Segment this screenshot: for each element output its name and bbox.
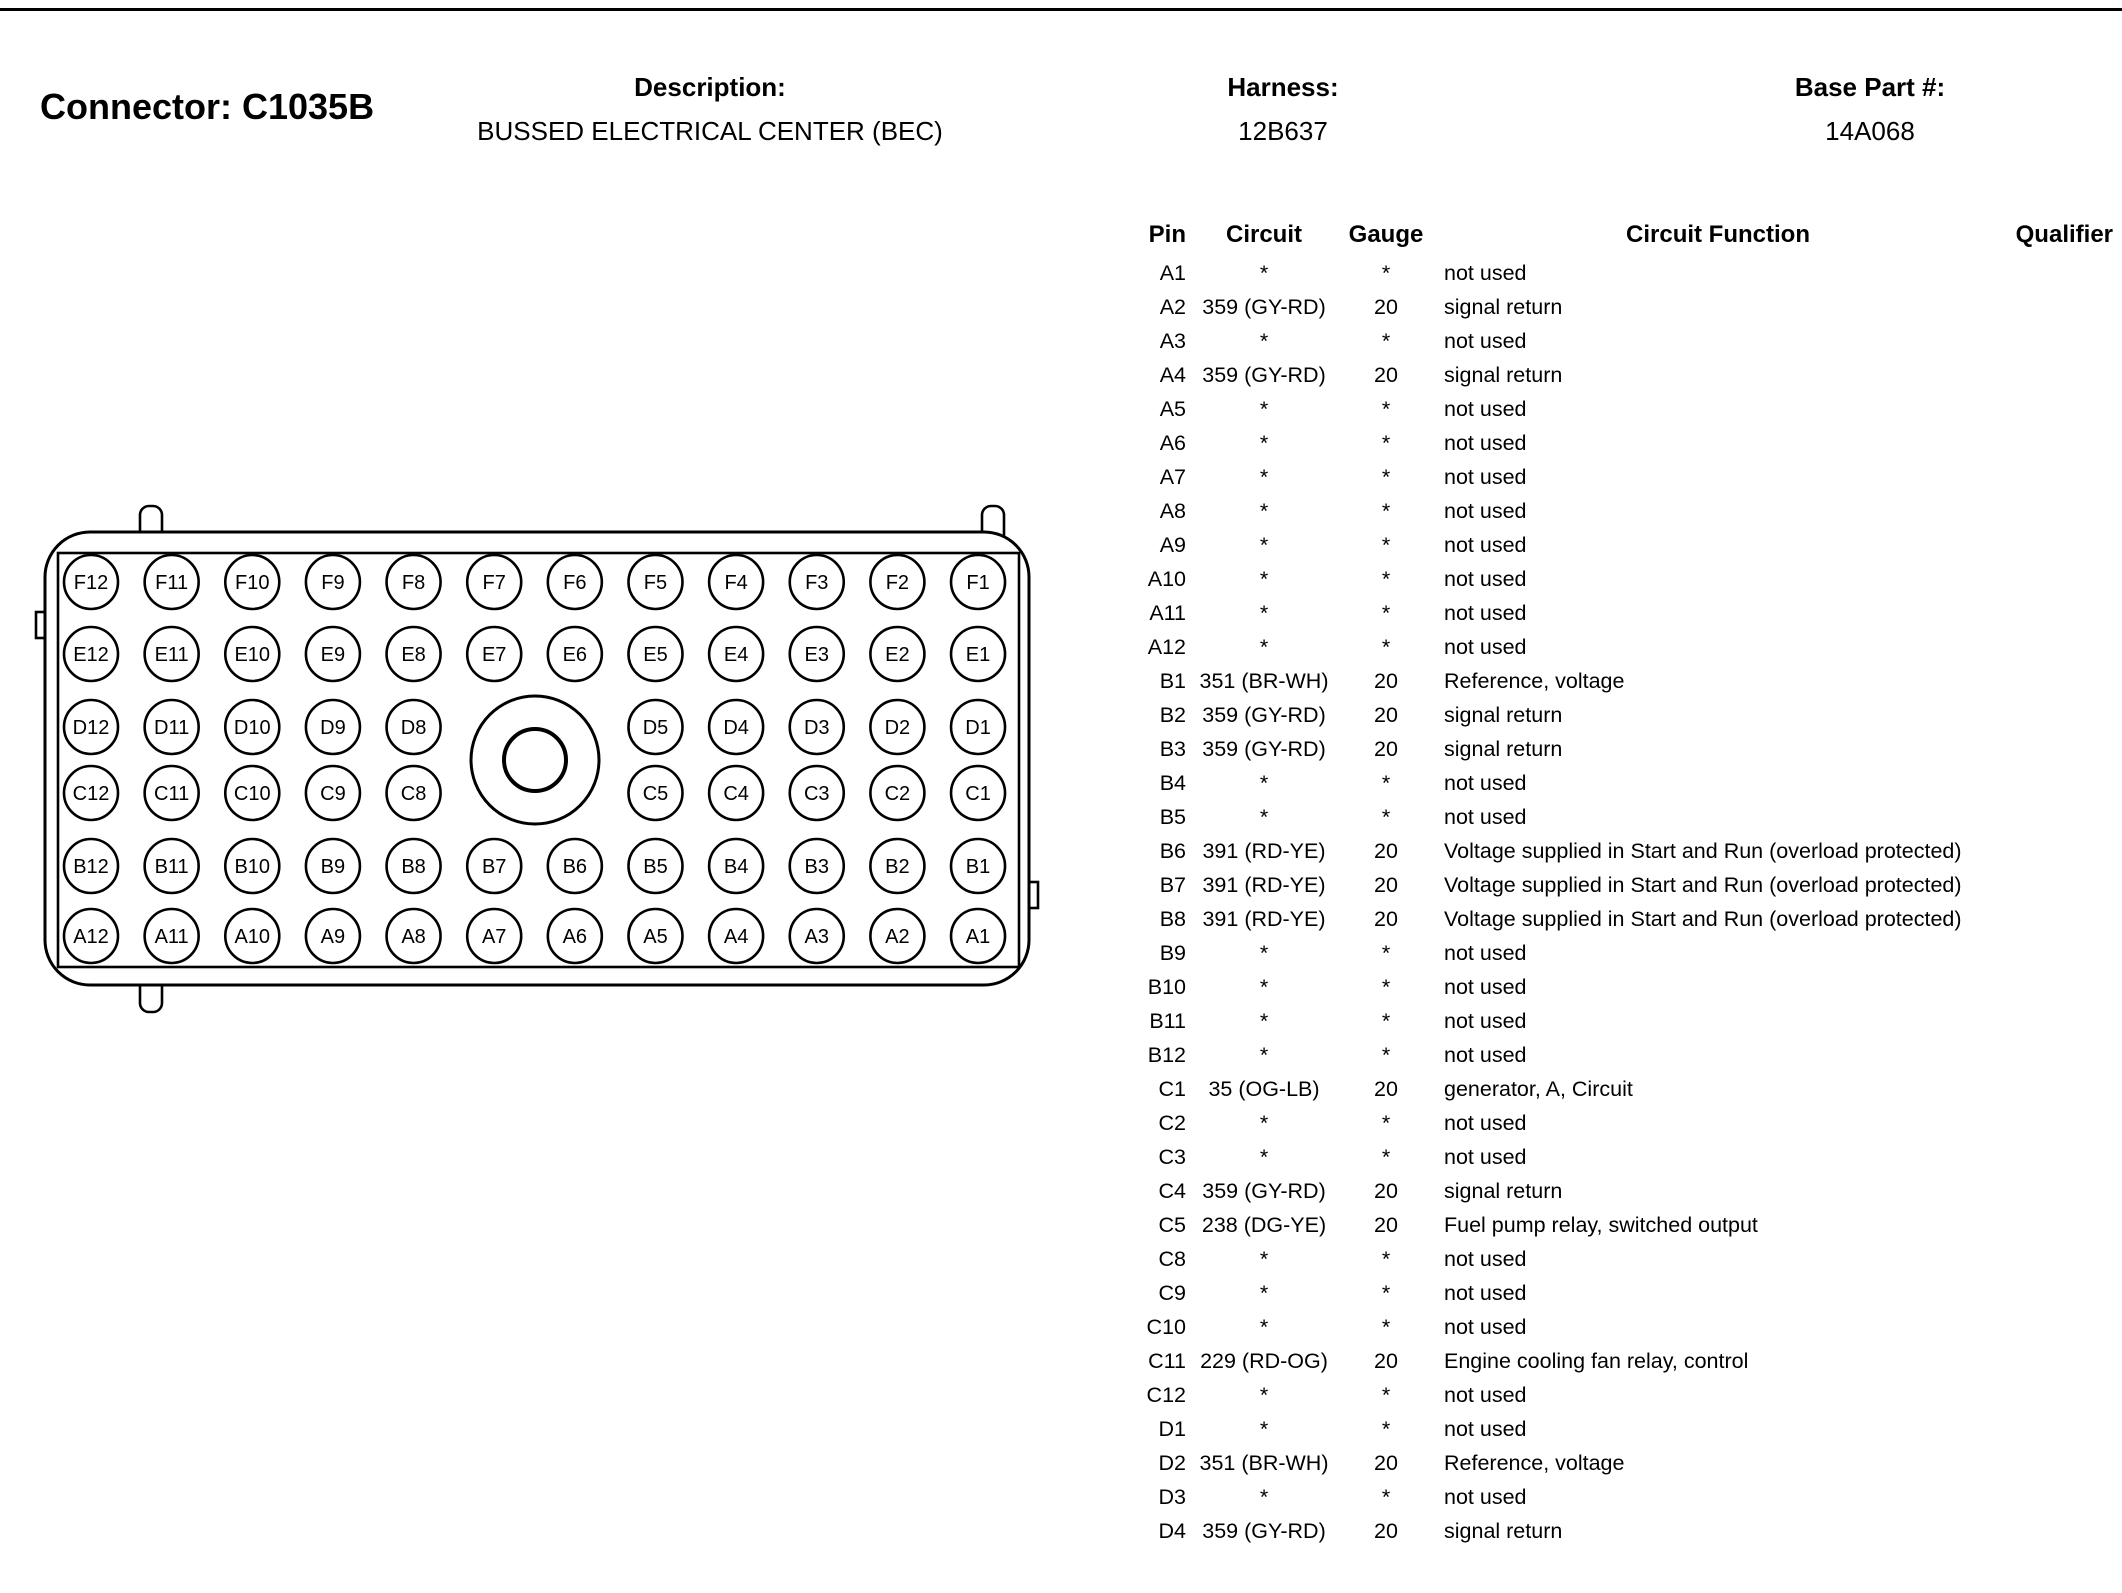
function-cell: not used <box>1444 770 1527 795</box>
pin-label-F9: F9 <box>321 572 345 594</box>
description-value: BUSSED ELECTRICAL CENTER (BEC) <box>477 116 943 146</box>
function-cell: not used <box>1444 1008 1527 1033</box>
connector-diagram <box>30 500 1090 1020</box>
pin-label-A12: A12 <box>73 926 109 948</box>
gauge-cell: 20 <box>1374 362 1398 387</box>
circuit-cell: * <box>1259 396 1269 421</box>
circuit-cell: * <box>1259 1416 1269 1441</box>
pin-cell: B5 <box>1159 804 1186 829</box>
gauge-cell: 20 <box>1374 1518 1398 1543</box>
pin-cell: A6 <box>1159 430 1186 455</box>
gauge-cell: * <box>1381 1314 1391 1339</box>
function-cell: not used <box>1444 1280 1527 1305</box>
gauge-cell: 20 <box>1374 294 1398 319</box>
circuit-cell: 359 (GY-RD) <box>1202 702 1326 727</box>
circuit-cell: 391 (RD-YE) <box>1202 906 1326 931</box>
gauge-cell: * <box>1381 974 1391 999</box>
function-cell: not used <box>1444 260 1527 285</box>
pin-cell: A7 <box>1159 464 1186 489</box>
pin-cell: A2 <box>1159 294 1186 319</box>
pin-label-A6: A6 <box>562 926 588 948</box>
pin-cell: B9 <box>1159 940 1186 965</box>
circuit-cell: * <box>1259 770 1269 795</box>
pin-label-B11: B11 <box>154 856 189 878</box>
circuit-cell: 229 (RD-OG) <box>1200 1348 1328 1373</box>
table-row <box>1146 1310 2113 1344</box>
pin-label-C3: C3 <box>803 783 830 805</box>
gauge-cell: 20 <box>1374 838 1398 863</box>
gauge-cell: 20 <box>1374 736 1398 761</box>
gauge-cell: * <box>1381 600 1391 625</box>
function-cell: not used <box>1444 328 1527 353</box>
function-cell: not used <box>1444 396 1527 421</box>
table-row <box>1146 1072 2113 1106</box>
pin-label-E2: E2 <box>885 644 910 666</box>
pin-cell: A12 <box>1147 634 1186 659</box>
function-cell: Engine cooling fan relay, control <box>1444 1348 1749 1373</box>
circuit-cell: 238 (DG-YE) <box>1201 1212 1327 1237</box>
pin-label-D12: D12 <box>72 717 110 739</box>
gauge-cell: 20 <box>1374 872 1398 897</box>
circuit-cell: * <box>1259 600 1269 625</box>
circuit-cell: * <box>1259 634 1269 659</box>
gauge-cell: * <box>1381 1416 1391 1441</box>
circuit-cell: * <box>1259 1042 1269 1067</box>
pin-label-D10: D10 <box>233 717 271 739</box>
circuit-cell: 391 (RD-YE) <box>1202 872 1326 897</box>
function-cell: not used <box>1444 974 1527 999</box>
function-cell: not used <box>1444 1144 1527 1169</box>
gauge-cell: * <box>1381 498 1391 523</box>
function-cell: signal return <box>1444 1518 1563 1543</box>
pin-label-B5: B5 <box>643 856 668 878</box>
function-cell: not used <box>1444 1246 1527 1271</box>
circuit-cell: 359 (GY-RD) <box>1202 736 1326 761</box>
table-row <box>1146 324 2113 358</box>
pin-table-header <box>1146 214 2113 256</box>
circuit-cell: * <box>1259 566 1269 591</box>
pin-label-E7: E7 <box>481 644 507 666</box>
pin-cell: C5 <box>1158 1212 1186 1237</box>
pin-label-C8: C8 <box>400 783 427 805</box>
pin-label-C12: C12 <box>72 783 110 805</box>
pin-label-C1: C1 <box>965 783 991 805</box>
table-row <box>1146 1480 2113 1514</box>
pin-label-A7: A7 <box>481 926 507 948</box>
circuit-cell: * <box>1259 1484 1269 1509</box>
pin-label-F10: F10 <box>235 572 270 594</box>
table-row <box>1146 1106 2113 1140</box>
circuit-cell: 351 (BR-WH) <box>1199 668 1329 693</box>
pin-label-F7: F7 <box>482 572 506 594</box>
table-row <box>1146 766 2113 800</box>
pin-label-D2: D2 <box>884 717 911 739</box>
circuit-cell: * <box>1259 1110 1269 1135</box>
function-cell: not used <box>1444 1110 1527 1135</box>
function-cell: Voltage supplied in Start and Run (overload protected) <box>1444 838 1962 863</box>
pin-cell: A8 <box>1159 498 1186 523</box>
gauge-cell: * <box>1381 430 1391 455</box>
pin-label-B1: B1 <box>965 856 991 878</box>
circuit-cell: * <box>1259 430 1269 455</box>
table-row <box>1146 1446 2113 1480</box>
table-row <box>1146 1514 2113 1548</box>
table-row <box>1146 1004 2113 1038</box>
gauge-cell: * <box>1381 396 1391 421</box>
table-row <box>1146 1174 2113 1208</box>
pin-label-F8: F8 <box>401 572 426 594</box>
function-cell: signal return <box>1444 1178 1563 1203</box>
pin-label-E4: E4 <box>723 644 749 666</box>
col-header-qualifier: Qualifier <box>2015 221 2113 248</box>
circuit-cell: * <box>1259 328 1269 353</box>
circuit-cell: * <box>1259 974 1269 999</box>
function-cell: not used <box>1444 430 1527 455</box>
gauge-cell: * <box>1381 1280 1391 1305</box>
description-block <box>430 72 990 147</box>
pin-label-B9: B9 <box>320 856 346 878</box>
gauge-cell: 20 <box>1374 702 1398 727</box>
pin-cell: C10 <box>1146 1314 1186 1339</box>
pin-cell: C12 <box>1146 1382 1186 1407</box>
circuit-cell: 351 (BR-WH) <box>1199 1450 1329 1475</box>
pin-label-A8: A8 <box>401 926 426 948</box>
pin-label-E5: E5 <box>643 644 668 666</box>
table-row <box>1146 630 2113 664</box>
gauge-cell: * <box>1381 940 1391 965</box>
function-cell: Voltage supplied in Start and Run (overload protected) <box>1444 872 1962 897</box>
pin-cell: B1 <box>1159 668 1186 693</box>
pin-label-A5: A5 <box>643 926 668 948</box>
pin-cell: C3 <box>1158 1144 1186 1169</box>
pin-label-F5: F5 <box>643 572 668 594</box>
gauge-cell: * <box>1381 770 1391 795</box>
pin-label-C2: C2 <box>884 783 911 805</box>
circuit-cell: * <box>1259 464 1269 489</box>
gauge-cell: * <box>1381 260 1391 285</box>
gauge-cell: 20 <box>1374 1348 1398 1373</box>
table-row <box>1146 596 2113 630</box>
pin-label-F3: F3 <box>805 572 829 594</box>
circuit-cell: * <box>1259 1382 1269 1407</box>
pin-cell: B11 <box>1149 1008 1186 1033</box>
pin-label-D5: D5 <box>642 717 669 739</box>
pin-cell: C2 <box>1158 1110 1186 1135</box>
pin-label-C4: C4 <box>723 783 749 805</box>
table-row <box>1146 460 2113 494</box>
pin-label-F2: F2 <box>885 572 910 594</box>
base-part-value: 14A068 <box>1825 116 1915 146</box>
harness-value: 12B637 <box>1238 116 1328 146</box>
pin-cell: B7 <box>1159 872 1186 897</box>
circuit-cell: * <box>1259 804 1269 829</box>
circuit-cell: * <box>1259 532 1269 557</box>
gauge-cell: * <box>1381 804 1391 829</box>
function-cell: not used <box>1444 532 1527 557</box>
function-cell: not used <box>1444 1314 1527 1339</box>
pin-cell: B12 <box>1147 1042 1186 1067</box>
gauge-cell: * <box>1381 1144 1391 1169</box>
table-row <box>1146 290 2113 324</box>
table-row <box>1146 936 2113 970</box>
table-row <box>1146 562 2113 596</box>
function-cell: signal return <box>1444 736 1563 761</box>
gauge-cell: * <box>1381 1110 1391 1135</box>
circuit-cell: * <box>1259 498 1269 523</box>
pin-label-D11: D11 <box>154 717 190 739</box>
table-row <box>1146 1378 2113 1412</box>
pin-label-E1: E1 <box>965 644 991 666</box>
table-row <box>1146 1344 2113 1378</box>
pin-label-B10: B10 <box>234 856 271 878</box>
pin-cell: C8 <box>1158 1246 1186 1271</box>
circuit-cell: 359 (GY-RD) <box>1202 1518 1326 1543</box>
gauge-cell: * <box>1381 328 1391 353</box>
pin-cell: B10 <box>1147 974 1186 999</box>
pin-label-E10: E10 <box>234 644 271 666</box>
pin-label-E6: E6 <box>562 644 588 666</box>
pin-label-B2: B2 <box>885 856 910 878</box>
table-row <box>1146 494 2113 528</box>
function-cell: not used <box>1444 1484 1527 1509</box>
gauge-cell: 20 <box>1374 1076 1398 1101</box>
pin-label-C5: C5 <box>642 783 669 805</box>
circuit-cell: * <box>1259 940 1269 965</box>
pin-cell: A9 <box>1159 532 1186 557</box>
table-row <box>1146 1038 2113 1072</box>
table-row <box>1146 1412 2113 1446</box>
table-row <box>1146 1276 2113 1310</box>
pin-cell: A3 <box>1159 328 1186 353</box>
table-row <box>1146 698 2113 732</box>
pin-label-A10: A10 <box>234 926 271 948</box>
function-cell: signal return <box>1444 294 1563 319</box>
pin-cell: C1 <box>1158 1076 1186 1101</box>
gauge-cell: 20 <box>1374 1178 1398 1203</box>
pin-cell: A11 <box>1149 600 1186 625</box>
pin-cell: D4 <box>1158 1518 1186 1543</box>
function-cell: not used <box>1444 566 1527 591</box>
gauge-cell: * <box>1381 1042 1391 1067</box>
table-row <box>1146 358 2113 392</box>
pin-label-F12: F12 <box>73 572 109 594</box>
pin-label-A9: A9 <box>320 926 346 948</box>
table-row <box>1146 732 2113 766</box>
pin-label-E9: E9 <box>320 644 346 666</box>
circuit-cell: 359 (GY-RD) <box>1202 294 1326 319</box>
col-header-pin: Pin <box>1148 221 1186 248</box>
function-cell: Reference, voltage <box>1444 1450 1625 1475</box>
harness-block <box>1118 72 1448 147</box>
connector-title: Connector: C1035B <box>40 86 375 127</box>
circuit-cell: * <box>1259 1246 1269 1271</box>
pin-cell: D2 <box>1158 1450 1186 1475</box>
harness-label: Harness: <box>1227 72 1339 102</box>
table-row <box>1146 392 2113 426</box>
gauge-cell: * <box>1381 1246 1391 1271</box>
col-header-function: Circuit Function <box>1626 221 1810 248</box>
gauge-cell: * <box>1381 634 1391 659</box>
table-row <box>1146 1208 2113 1242</box>
circuit-cell: 391 (RD-YE) <box>1202 838 1326 863</box>
gauge-cell: * <box>1381 532 1391 557</box>
gauge-cell: 20 <box>1374 906 1398 931</box>
col-header-gauge: Gauge <box>1348 221 1424 248</box>
function-cell: not used <box>1444 1042 1527 1067</box>
table-row <box>1146 664 2113 698</box>
function-cell: not used <box>1444 804 1527 829</box>
pin-label-A1: A1 <box>965 926 991 948</box>
table-row <box>1146 970 2113 1004</box>
gauge-cell: * <box>1381 464 1391 489</box>
pin-cell: C11 <box>1148 1348 1186 1373</box>
function-cell: generator, A, Circuit <box>1444 1076 1633 1101</box>
pin-cell: D1 <box>1158 1416 1186 1441</box>
pin-label-F11: F11 <box>155 572 189 594</box>
function-cell: Voltage supplied in Start and Run (overload protected) <box>1444 906 1962 931</box>
pin-cell: D3 <box>1158 1484 1186 1509</box>
function-cell: not used <box>1444 1382 1527 1407</box>
gauge-cell: * <box>1381 1008 1391 1033</box>
pin-label-D4: D4 <box>723 717 749 739</box>
function-cell: not used <box>1444 1416 1527 1441</box>
circuit-cell: 359 (GY-RD) <box>1202 1178 1326 1203</box>
table-row <box>1146 902 2113 936</box>
pin-label-E12: E12 <box>73 644 109 666</box>
pin-label-A2: A2 <box>885 926 910 948</box>
pin-label-D8: D8 <box>400 717 427 739</box>
pin-table-rows <box>1146 256 2113 1548</box>
pin-cell: A1 <box>1159 260 1186 285</box>
circuit-cell: 35 (OG-LB) <box>1208 1076 1320 1101</box>
function-cell: signal return <box>1444 702 1563 727</box>
pin-label-A11: A11 <box>154 926 189 948</box>
circuit-cell: * <box>1259 1314 1269 1339</box>
pin-label-A4: A4 <box>723 926 749 948</box>
pin-cell: C4 <box>1158 1178 1186 1203</box>
table-row <box>1146 528 2113 562</box>
pin-cell: A4 <box>1159 362 1186 387</box>
pin-cell: B3 <box>1159 736 1186 761</box>
gauge-cell: 20 <box>1374 1212 1398 1237</box>
page-top-border <box>0 8 2122 11</box>
table-row <box>1146 426 2113 460</box>
description-label: Description: <box>634 72 786 102</box>
pin-cell: C9 <box>1158 1280 1186 1305</box>
base-part-block <box>1700 72 2040 147</box>
circuit-cell: * <box>1259 1008 1269 1033</box>
circuit-cell: 359 (GY-RD) <box>1202 362 1326 387</box>
gauge-cell: * <box>1381 566 1391 591</box>
pin-label-A3: A3 <box>804 926 829 948</box>
pin-cell: A5 <box>1159 396 1186 421</box>
function-cell: signal return <box>1444 362 1563 387</box>
pin-label-B8: B8 <box>401 856 426 878</box>
table-row <box>1146 1242 2113 1276</box>
function-cell: Fuel pump relay, switched output <box>1444 1212 1758 1237</box>
function-cell: not used <box>1444 634 1527 659</box>
pin-label-B3: B3 <box>804 856 829 878</box>
gauge-cell: * <box>1381 1484 1391 1509</box>
function-cell: not used <box>1444 464 1527 489</box>
function-cell: not used <box>1444 940 1527 965</box>
function-cell: Reference, voltage <box>1444 668 1625 693</box>
pin-label-D1: D1 <box>965 717 991 739</box>
circuit-cell: * <box>1259 1144 1269 1169</box>
pin-label-E11: E11 <box>154 644 189 666</box>
circuit-cell: * <box>1259 260 1269 285</box>
pin-label-E8: E8 <box>401 644 426 666</box>
gauge-cell: 20 <box>1374 1450 1398 1475</box>
table-row <box>1146 800 2113 834</box>
table-row <box>1146 868 2113 902</box>
col-header-circuit: Circuit <box>1225 221 1302 248</box>
gauge-cell: * <box>1381 1382 1391 1407</box>
table-row <box>1146 1140 2113 1174</box>
pin-label-B12: B12 <box>73 856 109 878</box>
circuit-cell: * <box>1259 1280 1269 1305</box>
pin-table <box>1146 214 2113 1548</box>
pin-label-F1: F1 <box>966 572 990 594</box>
pin-cell: A10 <box>1147 566 1186 591</box>
pin-label-B4: B4 <box>723 856 749 878</box>
pin-label-C9: C9 <box>320 783 346 805</box>
pin-label-B6: B6 <box>562 856 588 878</box>
pin-label-B7: B7 <box>481 856 507 878</box>
pin-cell: B6 <box>1159 838 1186 863</box>
pin-label-C10: C10 <box>233 783 271 805</box>
pin-cell: B8 <box>1159 906 1186 931</box>
base-part-label: Base Part #: <box>1794 72 1946 102</box>
pin-label-E3: E3 <box>804 644 829 666</box>
table-row <box>1146 256 2113 290</box>
pin-label-D9: D9 <box>320 717 346 739</box>
pin-label-F6: F6 <box>563 572 587 594</box>
function-cell: not used <box>1444 600 1527 625</box>
pin-label-C11: C11 <box>154 783 190 805</box>
pin-cell: B2 <box>1159 702 1186 727</box>
center-post-inner <box>504 729 566 791</box>
pin-cell: B4 <box>1159 770 1186 795</box>
table-row <box>1146 834 2113 868</box>
pin-label-D3: D3 <box>803 717 830 739</box>
function-cell: not used <box>1444 498 1527 523</box>
gauge-cell: 20 <box>1374 668 1398 693</box>
pin-label-F4: F4 <box>724 572 748 594</box>
